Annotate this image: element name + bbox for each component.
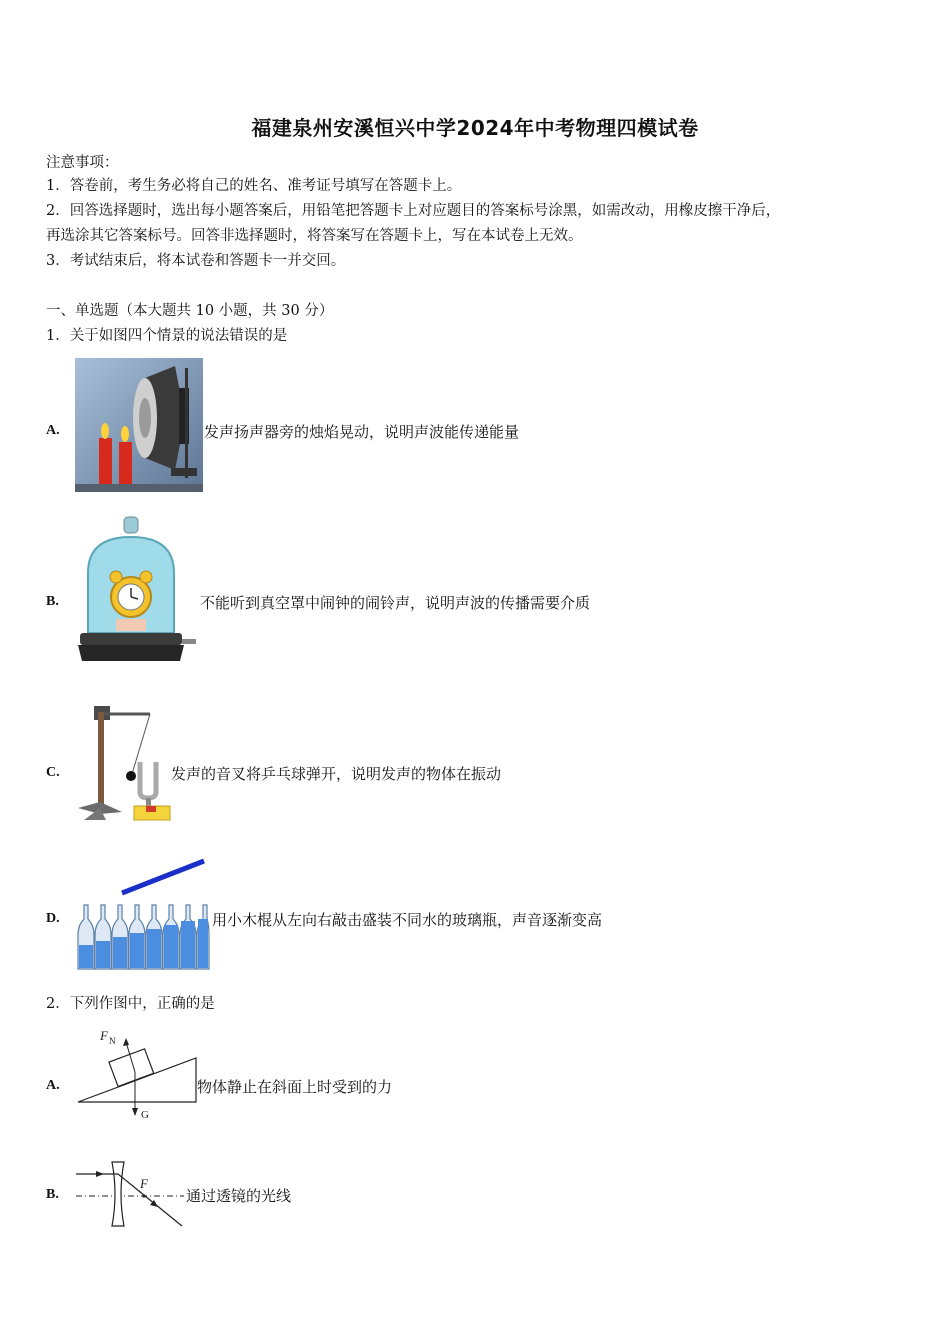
focal-point-label: F <box>140 1176 148 1191</box>
glass-bottles-image <box>76 857 210 975</box>
page-title: 福建泉州安溪恒兴中学2024年中考物理四模试卷 <box>251 116 699 140</box>
q1-option-c-text: 发声的音叉将乒乓球弹开，说明发声的物体在振动 <box>171 765 502 783</box>
q2-option-b-text: 通过透镜的光线 <box>186 1187 292 1205</box>
normal-force-subscript: N <box>109 1036 116 1046</box>
notes-heading: 注意事项： <box>46 155 119 171</box>
q2-option-a-letter: A. <box>46 1078 60 1093</box>
note-item-3: 3．考试结束后，将本试卷和答题卡一并交回。 <box>46 253 346 269</box>
section-heading: 一、单选题（本大题共 10 小题，共 30 分） <box>46 303 334 319</box>
note-item-2-cont: 再选涂其它答案标号。回答非选择题时，将答案写在答题卡上，写在本试卷上无效。 <box>46 228 583 244</box>
q1-option-d-text: 用小木棍从左向右敲击盛装不同水的玻璃瓶，声音逐渐变高 <box>212 911 603 929</box>
q1-option-d-letter: D. <box>46 911 60 926</box>
note-item-2: 2．回答选择题时，选出每小题答案后，用铅笔把答题卡上对应题目的答案标号涂黑，如需改动，用橡皮擦干净后， <box>46 203 781 219</box>
gravity-label: G <box>141 1109 149 1121</box>
question-1-stem: 1．关于如图四个情景的说法错误的是 <box>46 328 288 344</box>
note-item-1: 1．答卷前，考生务必将自己的姓名、准考证号填写在答题卡上。 <box>46 178 462 194</box>
normal-force-label: F <box>100 1028 108 1043</box>
q1-option-b-text: 不能听到真空罩中闹钟的闹铃声，说明声波的传播需要介质 <box>200 594 591 612</box>
q1-option-a-letter: A. <box>46 423 60 438</box>
q1-option-b-letter: B. <box>46 594 59 609</box>
q1-option-a-text: 发声扬声器旁的烛焰晃动，说明声波能传递能量 <box>204 423 520 441</box>
incline-force-diagram <box>74 1020 200 1124</box>
bell-jar-clock-image <box>76 515 198 667</box>
concave-lens-ray-diagram <box>74 1158 186 1230</box>
tuning-fork-pingpong-image <box>76 702 174 826</box>
speaker-candle-image <box>75 358 203 492</box>
q2-option-b-letter: B. <box>46 1187 59 1202</box>
question-2-stem: 2．下列作图中，正确的是 <box>46 996 215 1012</box>
q2-option-a-text: 物体静止在斜面上时受到的力 <box>197 1078 393 1096</box>
q1-option-c-letter: C. <box>46 765 60 780</box>
